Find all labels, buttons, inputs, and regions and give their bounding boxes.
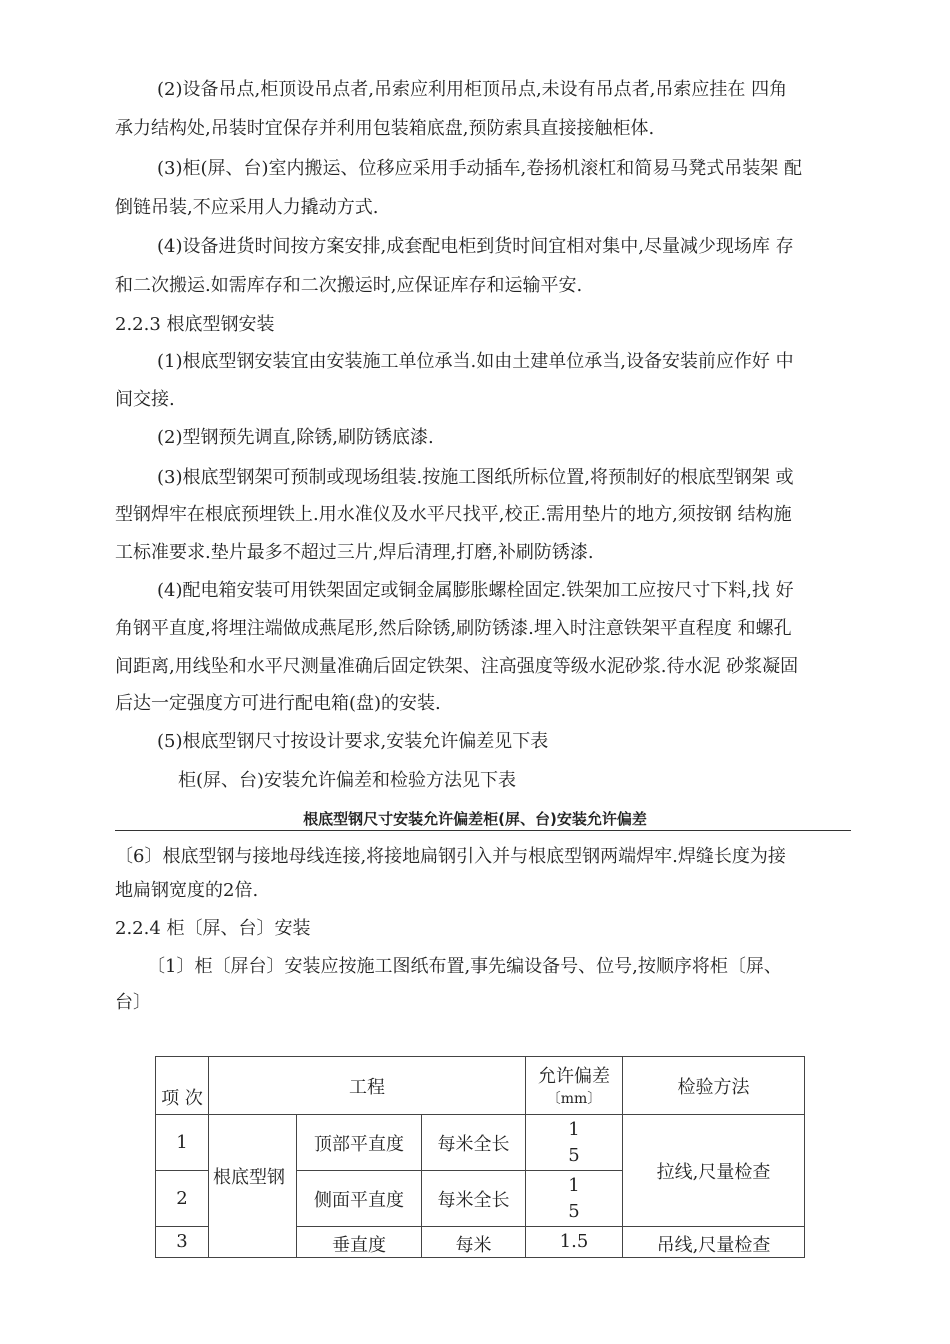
paragraph-line: 间交接. xyxy=(115,389,175,410)
row-name: 垂直度 xyxy=(297,1227,422,1258)
table-caption: 根底型钢尺寸安装允许偏差柜(屏、台)安装允许偏差 xyxy=(303,810,647,828)
row-method: 吊线,尺量检查 xyxy=(623,1227,805,1258)
row-name: 侧面平直度 xyxy=(297,1171,422,1227)
paragraph-line: (3)根底型钢架可预制或现场组装.按施工图纸所标位置,将预制好的根底型钢架 或 xyxy=(157,467,794,488)
paragraph-line: (2)型钢预先调直,除锈,刷防锈底漆. xyxy=(157,427,434,448)
paragraph-line: 柜(屏、台)安装允许偏差和检验方法见下表 xyxy=(178,770,517,791)
row-scope: 每米全长 xyxy=(422,1171,526,1227)
row-tolerance: 1.5 xyxy=(526,1227,623,1258)
table-header-row xyxy=(156,1057,805,1115)
row-no: 3 xyxy=(156,1227,209,1258)
header-item-no: 项 次 xyxy=(156,1057,209,1115)
paragraph-line: 后达一定强度方可进行配电箱(盘)的安装. xyxy=(115,693,441,714)
table-row xyxy=(156,1115,805,1171)
row-scope: 每米 xyxy=(422,1227,526,1258)
paragraph-line: 〔6〕根底型钢与接地母线连接,将接地扁钢引入并与根底型钢两端焊牢.焊缝长度为接 xyxy=(115,846,786,867)
paragraph-line: 工标准要求.垫片最多不超过三片,焊后清理,打磨,补刷防锈漆. xyxy=(115,542,594,563)
section-heading: 2.2.3 根底型钢安装 xyxy=(115,314,275,335)
paragraph-line: (3)柜(屏、台)室内搬运、位移应采用手动插车,卷扬机滚杠和简易马凳式吊装架 配 xyxy=(157,158,802,179)
group-label-cell xyxy=(209,1115,297,1258)
paragraph-line: (1)根底型钢安装宜由安装施工单位承当.如由土建单位承当,设备安装前应作好 中 xyxy=(157,351,794,372)
paragraph-line: 间距离,用线坠和水平尺测量准确后固定铁架、注高强度等级水泥砂浆.待水泥 砂浆凝固 xyxy=(115,656,799,677)
row-tolerance: 1 5 xyxy=(526,1171,623,1227)
paragraph-line: 型钢焊牢在根底预埋铁上.用水准仪及水平尺找平,校正.需用垫片的地方,须按钢 结构施 xyxy=(115,504,792,525)
row-scope: 每米全长 xyxy=(422,1115,526,1171)
paragraph-line: (5)根底型钢尺寸按设计要求,安装允许偏差见下表 xyxy=(157,731,549,752)
paragraph-line: 〔1〕柜〔屏台〕安装应按施工图纸布置,事先编设备号、位号,按顺序将柜〔屏、 xyxy=(147,956,782,977)
tolerance-table xyxy=(155,1056,805,1258)
caption-rule xyxy=(115,830,851,831)
paragraph-line: (2)设备吊点,柜顶设吊点者,吊索应利用柜顶吊点,未设有吊点者,吊索应挂在 四角 xyxy=(157,79,788,100)
paragraph-line: 倒链吊装,不应采用人力撬动方式. xyxy=(115,197,379,218)
header-item: 工程 xyxy=(209,1057,526,1115)
paragraph-line: 台〕 xyxy=(115,992,151,1013)
paragraph-line: 和二次搬运.如需库存和二次搬运时,应保证库存和运输平安. xyxy=(115,275,583,296)
paragraph-line: (4)设备进货时间按方案安排,成套配电柜到货时间宜相对集中,尽量减少现场库 存 xyxy=(157,236,794,257)
paragraph-line: 地扁钢宽度的2倍. xyxy=(115,880,259,901)
row-name: 顶部平直度 xyxy=(297,1115,422,1171)
paragraph-line: 承力结构处,吊装时宜保存并利用包装箱底盘,预防索具直接接触柜体. xyxy=(115,118,655,139)
header-method: 检验方法 xyxy=(623,1057,805,1115)
paragraph-line: (4)配电箱安装可用铁架固定或铜金属膨胀螺栓固定.铁架加工应按尺寸下料,找 好 xyxy=(157,580,794,601)
row-no: 2 xyxy=(156,1171,209,1227)
header-tolerance: 允许偏差 〔mm〕 xyxy=(526,1057,623,1115)
paragraph-line: 角钢平直度,将埋注端做成燕尾形,然后除锈,刷防锈漆.埋入时注意铁架平直程度 和螺孔 xyxy=(115,618,792,639)
section-heading: 2.2.4 柜〔屏、台〕安装 xyxy=(115,918,311,939)
row-no: 1 xyxy=(156,1115,209,1171)
row-tolerance: 1 5 xyxy=(526,1115,623,1171)
group-label: 根底型钢 xyxy=(213,1167,285,1188)
row-method: 拉线,尺量检查 xyxy=(623,1115,805,1227)
